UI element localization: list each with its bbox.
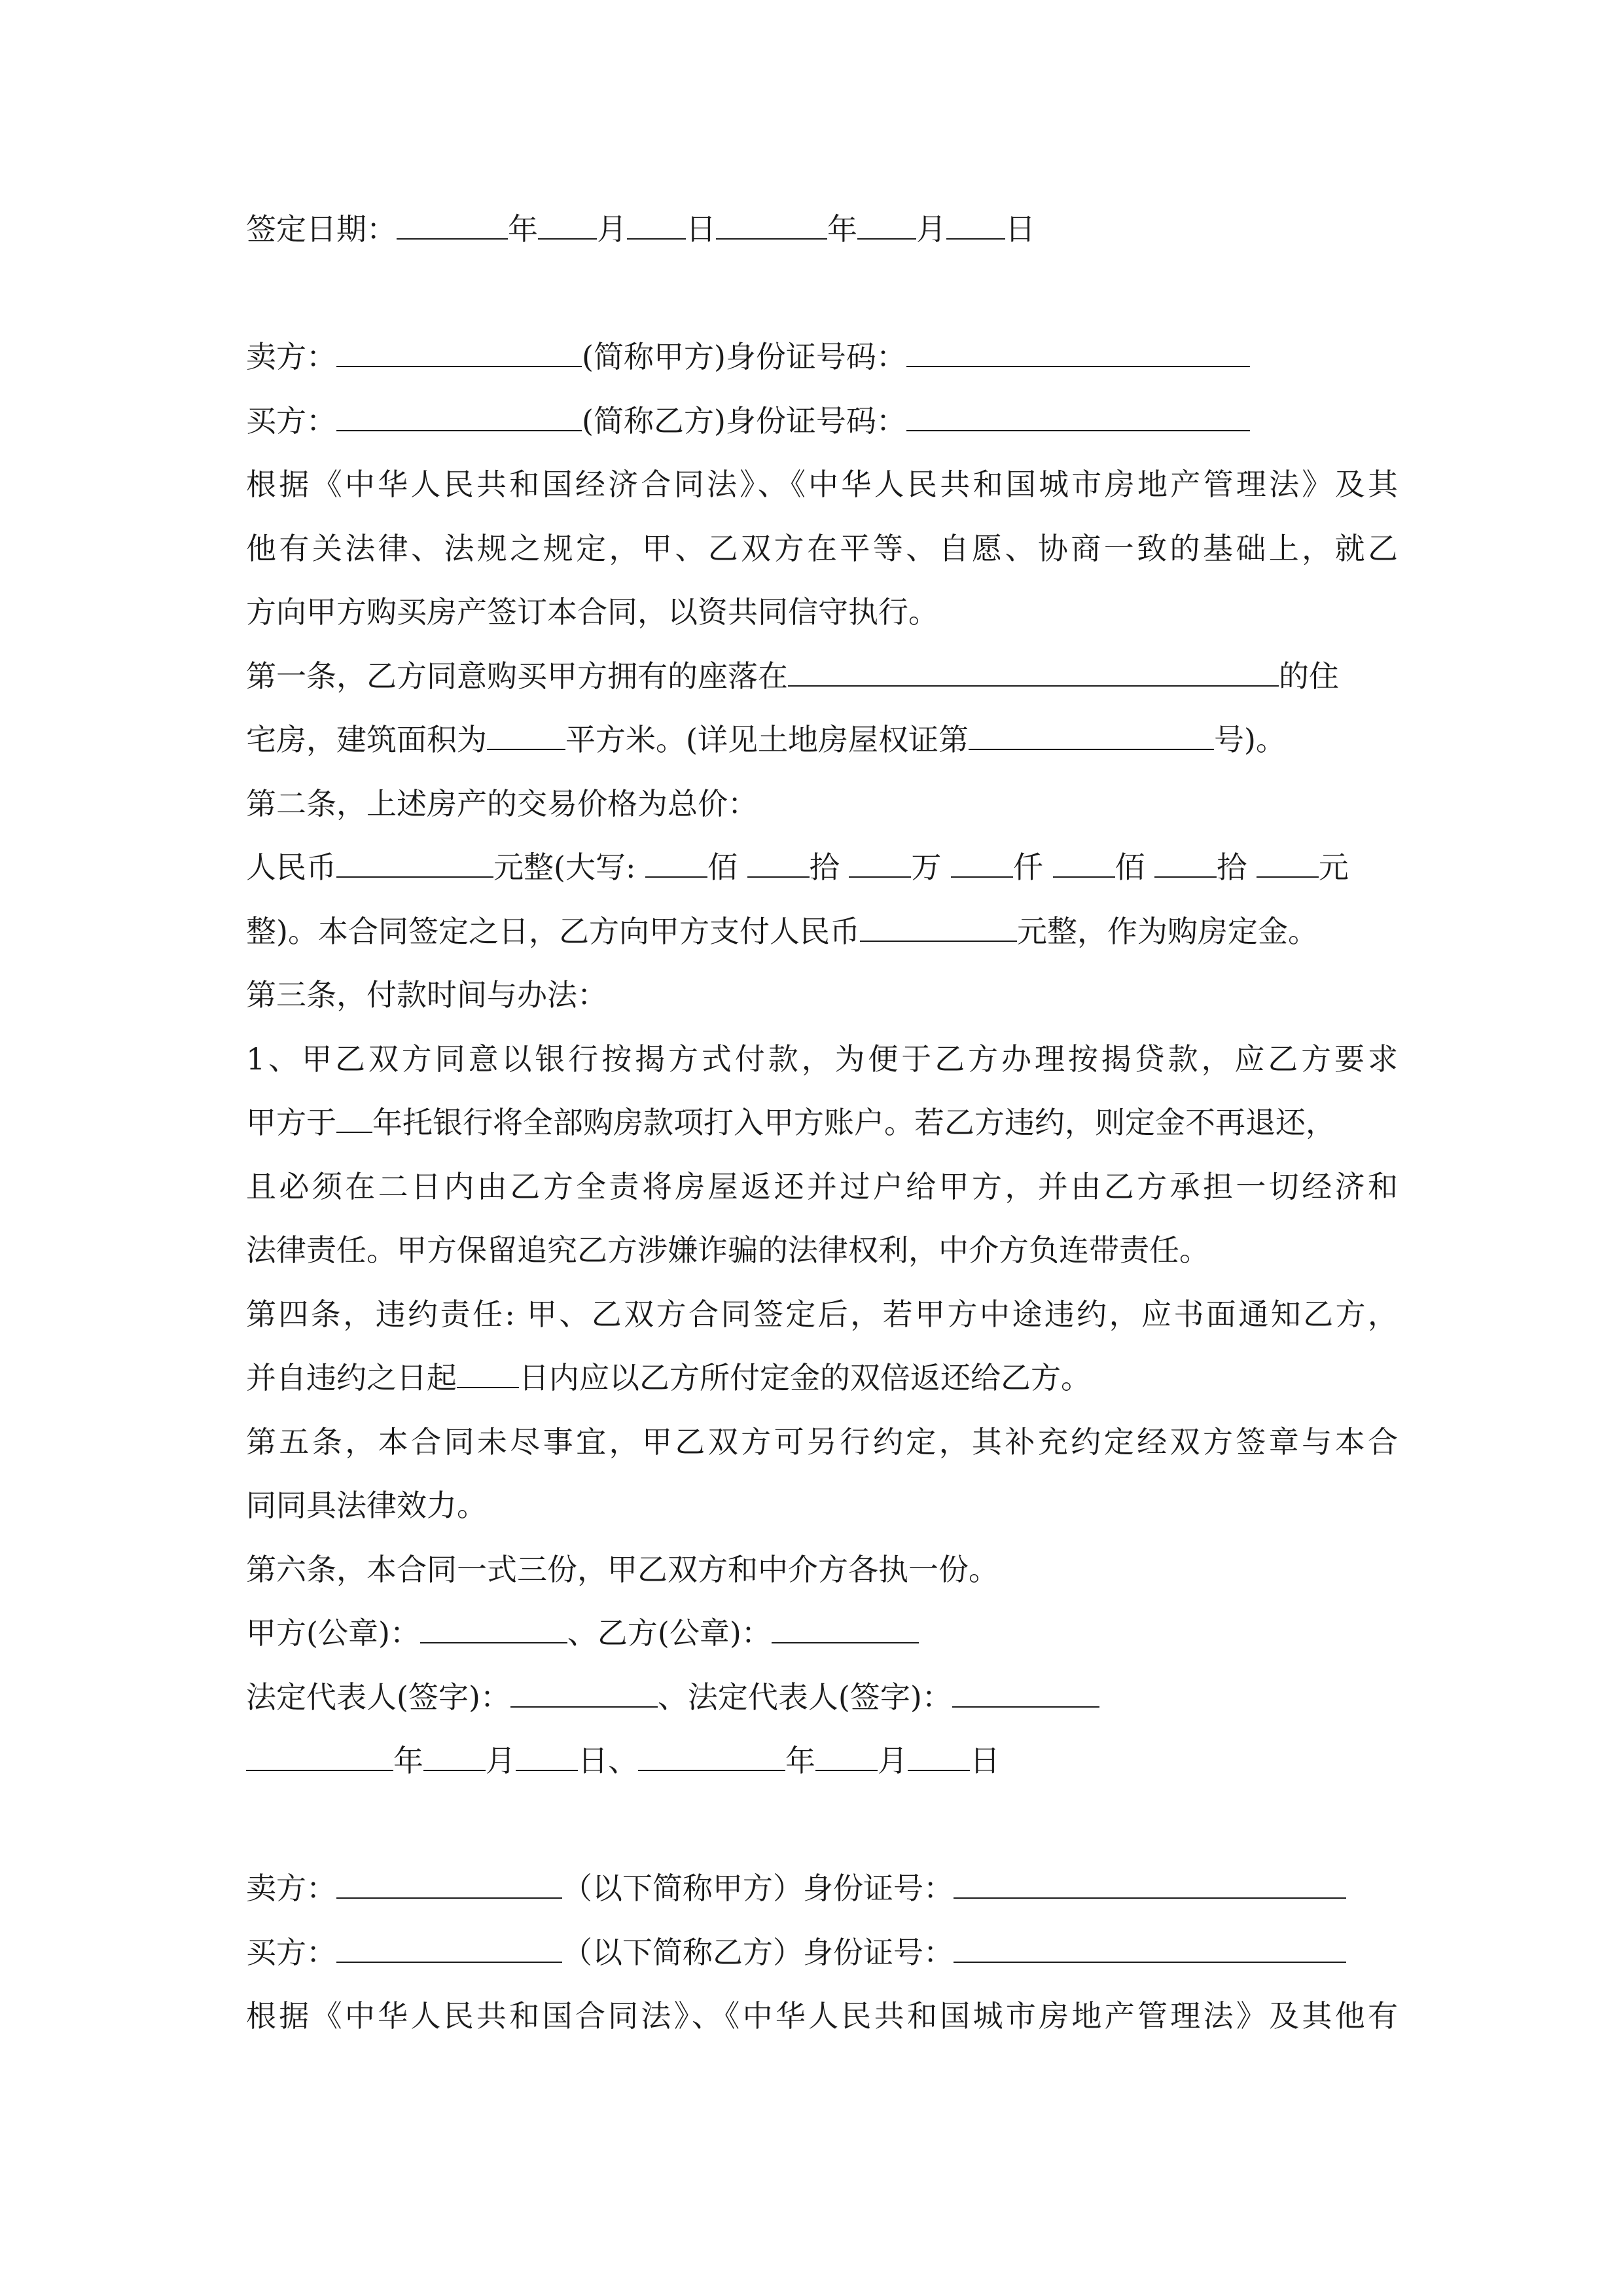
article-6-line: 第六条，本合同一式三份，甲乙双方和中介方各执一份。 xyxy=(246,1552,999,1587)
rep-b-blank xyxy=(952,1677,1099,1708)
year-label: 年 xyxy=(393,1743,423,1778)
buyer-name-blank xyxy=(336,401,582,431)
intro-line-2: 他有关法律、法规之规定，甲、乙双方在平等、自愿、协商一致的基础上，就乙 xyxy=(246,531,1398,566)
article-3-line-4: 法律责任。甲方保留追究乙方涉嫌诈骗的法律权利，中介方负连带责任。 xyxy=(246,1232,1209,1268)
bai-blank xyxy=(645,848,707,878)
rep-a-blank xyxy=(510,1677,658,1708)
year-label: 年 xyxy=(827,211,857,247)
signature-date-line xyxy=(246,1741,1398,1780)
seller2-name-blank xyxy=(336,1869,562,1899)
rep-a-label: 法定代表人(签字)： xyxy=(246,1679,510,1715)
unit-wan: 万 xyxy=(911,850,942,885)
unit-bai: 佰 xyxy=(707,850,738,885)
deposit-text: 整)。本合同签定之日，乙方向甲方支付人民币 xyxy=(246,914,860,949)
month-label: 月 xyxy=(916,211,946,247)
qian-blank xyxy=(951,848,1013,878)
buyer-line xyxy=(246,401,1398,440)
article-5-line-1: 第五条，本合同未尽事宜，甲乙双方可另行约定，其补充约定经双方签章与本合 xyxy=(246,1424,1398,1460)
area-blank xyxy=(487,720,565,750)
day-blank xyxy=(908,1741,970,1771)
buyer-label: 买方： xyxy=(246,403,336,439)
day-label: 日 xyxy=(970,1743,1000,1778)
article-1-text: 宅房，建筑面积为 xyxy=(246,722,487,757)
day-label: 日 xyxy=(1005,211,1035,247)
seller-label: 卖方： xyxy=(246,339,336,374)
day-blank xyxy=(946,209,1005,240)
buyer2-label: 买方： xyxy=(246,1935,336,1970)
month-blank xyxy=(857,209,916,240)
seal-line xyxy=(246,1613,1398,1653)
shi-blank xyxy=(1154,848,1217,878)
article-5-line-2: 同同具法律效力。 xyxy=(246,1488,487,1523)
representative-line xyxy=(246,1677,1398,1717)
deposit-text: 元整，作为购房定金。 xyxy=(1016,914,1318,949)
sign-date-line xyxy=(246,209,1398,249)
day-blank xyxy=(516,1741,578,1771)
article-4-line-1: 第四条，违约责任: 甲、乙双方合同签定后，若甲方中途违约，应书面通知乙方， xyxy=(246,1297,1398,1332)
article-1-text: 号)。 xyxy=(1213,722,1286,757)
unit-shi: 拾 xyxy=(809,850,840,885)
seller-id-blank xyxy=(906,337,1250,367)
buyer2-line xyxy=(246,1933,1398,1972)
article-3-text: 年托银行将全部购房款项打入甲方账户。若乙方违约，则定金不再退还， xyxy=(372,1105,1336,1140)
article-3-line-3: 且必须在二日内由乙方全责将房屋返还并过户给甲方，并由乙方承担一切经济和 xyxy=(246,1169,1398,1204)
party-b-seal-blank xyxy=(772,1613,919,1643)
month-label: 月 xyxy=(597,211,627,247)
seller2-abbr: （以下简称甲方）身份证号： xyxy=(562,1871,954,1906)
seller2-line xyxy=(246,1869,1398,1908)
day-blank xyxy=(627,209,686,240)
unit-qian: 仟 xyxy=(1012,850,1043,885)
days-blank xyxy=(457,1358,519,1388)
buyer2-name-blank xyxy=(336,1933,562,1963)
month-blank xyxy=(815,1741,878,1771)
year-label: 年 xyxy=(508,211,538,247)
article-3-line-2 xyxy=(246,1103,1398,1142)
article-1-text: 第一条，乙方同意购买甲方拥有的座落在 xyxy=(246,658,788,694)
article-3-text: 甲方于 xyxy=(246,1105,336,1140)
year-blank xyxy=(397,209,508,240)
article-1-line-1 xyxy=(246,656,1398,696)
intro2-line: 根据《中华人民共和国合同法》、《中华人民共和国城市房地产管理法》及其他有 xyxy=(246,1998,1398,2034)
seller-line xyxy=(246,337,1398,376)
day-label: 日 xyxy=(686,211,716,247)
month-label: 月 xyxy=(878,1743,908,1778)
month-label: 月 xyxy=(486,1743,516,1778)
year-blank xyxy=(638,1741,785,1771)
article-4-line-2 xyxy=(246,1358,1398,1397)
year-blank xyxy=(716,209,827,240)
party-a-seal-label: 甲方(公章)： xyxy=(246,1615,420,1651)
buyer-abbr: (简称乙方)身份证号码： xyxy=(582,403,906,439)
day-sep-label: 日、 xyxy=(578,1743,638,1778)
yuan-blank xyxy=(1257,848,1319,878)
seller-name-blank xyxy=(336,337,582,367)
seller-abbr: (简称甲方)身份证号码： xyxy=(582,339,906,374)
wan-blank xyxy=(849,848,911,878)
price-blank xyxy=(336,848,493,878)
unit-yuan: 元 xyxy=(1318,850,1349,885)
year-label: 年 xyxy=(785,1743,815,1778)
deposit-line xyxy=(246,912,1398,951)
seller2-id-blank xyxy=(954,1869,1346,1899)
price-line xyxy=(246,848,1398,887)
party-a-seal-blank xyxy=(420,1613,567,1643)
unit-bai: 佰 xyxy=(1115,850,1145,885)
intro-line-1: 根据《中华人民共和国经济合同法》、《中华人民共和国城市房地产管理法》及其 xyxy=(246,467,1398,502)
buyer-id-blank xyxy=(906,401,1250,431)
article-3-line-1: 1、甲乙双方同意以银行按揭方式付款，为便于乙方办理按揭贷款，应乙方要求 xyxy=(246,1041,1398,1077)
month-blank xyxy=(423,1741,486,1771)
buyer2-abbr: （以下简称乙方）身份证号： xyxy=(562,1935,954,1970)
month-blank xyxy=(538,209,597,240)
buyer2-id-blank xyxy=(954,1933,1346,1963)
seller2-label: 卖方： xyxy=(246,1871,336,1906)
article-1-text: 的住 xyxy=(1279,658,1339,694)
shi-blank xyxy=(747,848,810,878)
article-1-line-2 xyxy=(246,720,1398,759)
party-b-seal-label: 、乙方(公章)： xyxy=(567,1615,772,1651)
article-1-text: 平方米。(详见土地房屋权证第 xyxy=(565,722,969,757)
sign-date-label: 签定日期： xyxy=(246,211,397,247)
location-blank xyxy=(788,656,1279,687)
rmb-label: 人民币 xyxy=(246,850,336,885)
unit-shi: 拾 xyxy=(1217,850,1247,885)
article-3-title: 第三条，付款时间与办法： xyxy=(246,977,607,1013)
bai-blank xyxy=(1053,848,1115,878)
article-2-line: 第二条，上述房产的交易价格为总价： xyxy=(246,786,758,821)
article-4-text: 日内应以乙方所付定金的双倍返还给乙方。 xyxy=(519,1360,1091,1395)
year-blank xyxy=(336,1103,372,1133)
certificate-blank xyxy=(969,720,1214,750)
year-blank xyxy=(246,1741,393,1771)
article-4-text: 并自违约之日起 xyxy=(246,1360,457,1395)
rep-b-label: 、法定代表人(签字)： xyxy=(657,1679,952,1715)
intro-line-3: 方向甲方购买房产签订本合同，以资共同信守执行。 xyxy=(246,594,938,630)
rmb-whole-label: 元整(大写: xyxy=(493,850,636,885)
deposit-blank xyxy=(860,912,1017,942)
